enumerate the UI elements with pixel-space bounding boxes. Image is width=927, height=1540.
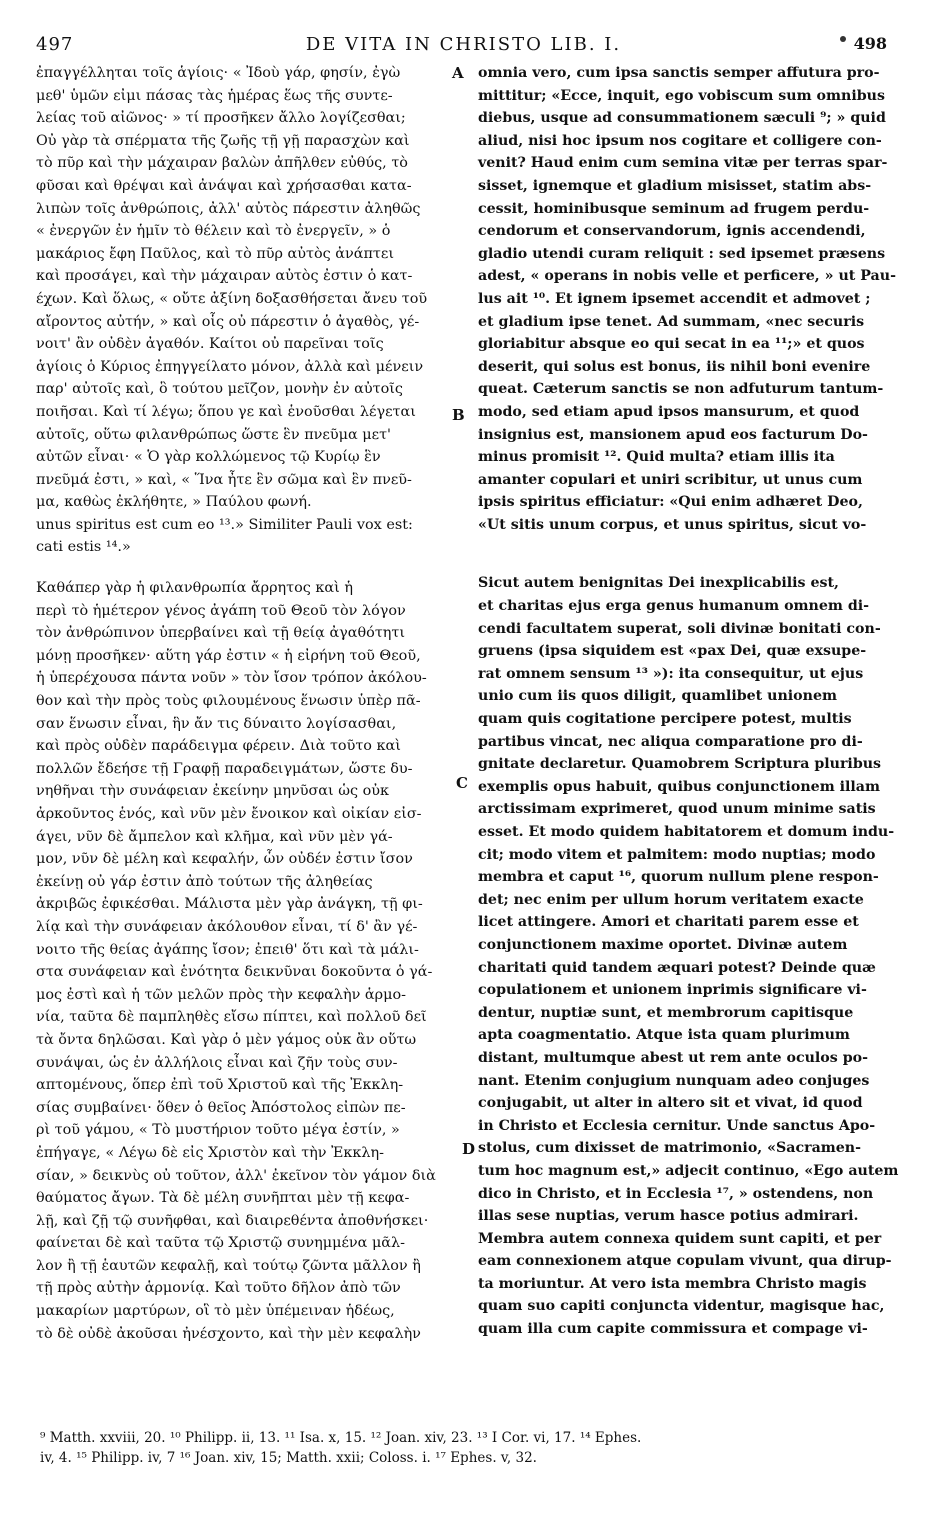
greek-text-line: θαύματος ἄγων. Τὰ δὲ μέλη συνῆπται μὲν τῇ κεφα- [36,1190,410,1207]
latin-text-line: Sicut autem benignitas Dei inexplicabilis est, [478,575,839,592]
latin-text-line: insignius est, mansionem apud eos facturum Do- [478,426,868,443]
latin-text-line: membra et caput ¹⁶, quorum nullum plene respon- [478,869,879,886]
greek-text-line: ἀρκοῦντος ἑνός, καὶ νῦν μὲν ἔνοικον καὶ οἰκίαν εἰσ- [36,806,422,822]
greek-text-line: μεθ' ὑμῶν εἰμι πάσας τὰς ἡμέρας ἕως τῆς συντε- [36,87,393,104]
latin-text-line: queat. Cæterum sanctis se non adfuturum tantum- [478,381,884,398]
greek-text-line: πνεῦμά ἐστι, » καὶ, « Ἵνα ἦτε ἓν σῶμα καὶ ἓν πνεῦ- [36,471,412,488]
latin-text-line: «Ut sitis unum corpus, et unus spiritus, sicut vo- [478,516,867,533]
latin-text-line: tum hoc magnum est,» adjecit continuo, «Ego autem [478,1162,899,1179]
greek-text-line: τὸ δὲ οὐδὲ ἀκοῦσαι ἠνέσχοντο, καὶ τὴν μὲν κεφαλὴν [36,1325,421,1342]
latin-text-line: ta moriuntur. At vero ista membra Christo magis [478,1275,867,1292]
greek-text-line: cati estis ¹⁴.» [36,539,131,556]
greek-text-line: στα συνάφειαν καὶ ἑνότητα δεικνῦναι δοκοῦντα ὁ γά- [36,964,433,981]
greek-text-line: λίᾳ καὶ τὴν συνάφειαν ἀκόλουθον εἶναι, τί δ' ἂν γέ- [36,918,418,935]
greek-text-line: καὶ προσάγει, καὶ τὴν μάχαιραν αὐτὸς ἐστιν ὁ κατ- [36,268,413,285]
greek-text-line: αἴροντος αὐτήν, » καὶ οἷς οὐ πάρεστιν ὁ ἀγαθὸς, γέ- [36,313,420,330]
greek-text-line: φαίνεται δὲ καὶ ταῦτα τῷ Χριστῷ συνημμένα μᾶλ- [36,1235,406,1252]
latin-text-line: charitati quid tandem æquari potest? Deinde quæ [478,959,876,976]
latin-text-line: rat omnem sensum ¹³ »): ita consequitur, ut ejus [478,665,864,682]
latin-text-line: sisset, ignemque et gladium misisset, statim abs- [478,177,872,194]
greek-text-line: τὸ πῦρ καὶ τὴν μάχαιραν βαλὼν ἀπῆλθεν εὐθύς, τὸ [36,155,408,172]
latin-text-line: mittitur; «Ecce, inquit, ego vobiscum sum omnibus [478,87,885,104]
latin-text-line: aliud, nisi hoc ipsum nos cogitare et colligere con- [478,132,882,149]
latin-text-line: quam suo capiti conjuncta videntur, magisque hac, [478,1298,885,1315]
latin-column [478,62,898,1341]
greek-text-line: σίας συμβαίνει· ὅθεν ὁ θεῖος Ἀπόστολος εἰπὼν πε- [36,1099,406,1116]
greek-text-line: θον καὶ τὴν πρὸς τοὺς φιλουμένους ἕνωσιν ὑπὲρ πᾶ- [36,693,421,710]
greek-text-line: ποιῆσαι. Καὶ τί λέγω; ὅπου γε καὶ ἑνοῦσθαι λέγεται [36,403,416,420]
latin-text-line: et gladium ipse tenet. Ad summam, «nec securis [478,313,865,330]
greek-text-line: μακαρίων μαρτύρων, οἳ τὸ μὲν ὑπέμειναν ἡδέως, [36,1303,395,1320]
latin-text-line: illas sese nuptias, verum hasce potius admirari. [478,1208,859,1225]
greek-text-line: ἡ ὑπερέχουσα πάντα νοῦν » τὸν ἴσον τρόπον ἀκόλου- [36,670,427,687]
latin-text-line: stolus, cum dixisset de matrimonio, «Sacramen- [478,1140,862,1157]
latin-text-line: esset. Et modo quidem habitatorem et domum indu- [478,824,895,840]
latin-text-line: gnitate declaretur. Quamobrem Scriptura pluribus [478,756,882,773]
latin-text-line: ipsis spiritus efficiatur: «Qui enim adhæret Deo, [478,494,863,511]
greek-text-line: σίαν, » δεικνὺς οὐ τοῦτον, ἀλλ' ἐκεῖνον τὸν γάμον διὰ [36,1167,436,1184]
greek-text-line: πολλῶν ἔδεήσε τῇ Γραφῇ παραδειγμάτων, ὥστε δυ- [36,760,413,777]
ink-speck [840,36,846,42]
latin-text-line: amanter copulari et uniri scribitur, ut unus cum [478,471,863,488]
greek-text-line: ἐπαγγέλληται τοῖς ἁγίοις· « Ἰδοὺ γάρ, φησίν, ἐγὼ [36,65,401,81]
greek-text-line: έχων. Καὶ ὅλως, « οὔτε ἀξίνη δοξασθήσεται ἄνευ τοῦ [36,290,428,307]
latin-text-line: licet attingere. Amori et charitati parem esse et [478,914,859,931]
page-header [0,0,927,60]
greek-text-line: μα, καθὼς ἐκλήθητε, » Παύλου φωνή. [36,494,312,511]
latin-text-line: gladio utendi curam reliquit : sed ipsemet præsens [478,245,886,262]
latin-text-line: det; nec enim per ullum horum veritatem exacte [478,891,864,908]
latin-text-line: copulationem et unionem inprimis significare vi- [478,982,867,999]
greek-text-line: αὐτῶν εἶναι· « Ὁ γὰρ κολλώμενος τῷ Κυρίῳ ἓν [36,449,381,466]
latin-text-line: omnia vero, cum ipsa sanctis semper affutura pro- [478,65,880,81]
latin-text-line: minus promisit ¹². Quid multa? etiam illis ita [478,449,835,466]
page-number-left: 497 [36,34,74,55]
latin-text-line: modo, sed etiam apud ipsos mansurum, et quod [478,403,860,420]
latin-text-line: lus ait ¹⁰. Et ignem ipsemet accendit et admovet ; [478,290,871,307]
greek-text-line: ἐκείνῃ οὐ γάρ ἐστιν ἀπὸ τούτων τῆς ἀληθείας [36,873,373,890]
greek-text-line: παρ' αὐτοῖς καὶ, ὃ τούτου μεῖζον, μονὴν ἐν αὐτοῖς [36,381,403,398]
greek-text-line: λον ἢ τῇ ἑαυτῶν κεφαλῇ, καὶ τούτῳ ζῶντα μᾶλλον ἢ [36,1257,421,1274]
greek-text-line: ἀκριβῶς ἐφικέσθαι. Μάλιστα μὲν γὰρ ἀνάγκη, τῇ φι- [36,896,423,913]
latin-text-line: exemplis opus habuit, quibus conjunctionem illam [478,778,881,795]
latin-text-line: arctissimam exprimeret, quod unum minime satis [478,801,876,818]
greek-text-line: Καθάπερ γὰρ ἡ φιλανθρωπία ἄρρητος καὶ ἡ [36,580,353,597]
latin-text-line: gloriabitur absque eo qui secat in ea ¹¹;» et quos [478,336,865,353]
greek-column [36,62,462,1345]
latin-text-line: quam quis cogitatione percipere potest, multis [478,711,852,728]
greek-text-line: μόνῃ προσῆκεν· αὕτη γάρ ἐστιν « ἡ εἰρήνη τοῦ Θεοῦ, [36,647,421,664]
greek-text-line: λείας τοῦ αἰῶνος· » τί προσῆκεν ἄλλο λογίζεσθαι; [36,110,406,127]
latin-text-line: deserit, qui solus est bonus, iis nihil boni evenire [478,358,871,375]
footnotes [40,1428,900,1468]
section-marker-d: D [462,1140,476,1158]
footnote-line: iv, 4. ¹⁵ Philipp. iv, 7 ¹⁶ Joan. xiv, 15; Matth. xxii; Coloss. i. ¹⁷ Ephes. v, 32. [40,1450,537,1466]
paragraph-gap [478,554,898,572]
greek-text-line: Οὐ γὰρ τὰ σπέρματα τῆς ζωῆς τῇ γῇ παρασχὼν καὶ [36,132,410,149]
latin-text-line: partibus vincat, nec aliqua comparatione pro di- [478,733,863,750]
latin-text-line: in Christo et Ecclesia cernitur. Unde sanctus Apo- [478,1117,876,1134]
greek-text-line: νία, ταῦτα δὲ παμπληθὲς εἴσω πίπτει, καὶ πολλοῦ δεῖ [36,1009,427,1026]
latin-text-line: apta coagmentatio. Atque ista quam plurimum [478,1027,850,1044]
latin-text-line: nant. Etenim conjugium nunquam adeo conjuges [478,1072,870,1089]
running-title: DE VITA IN CHRISTO LIB. I. [305,34,622,55]
latin-text-line: cessit, hominibusque seminum ad frugem perdu- [478,200,870,217]
greek-text-line: λιπὼν τοῖς ἀνθρώποις, ἀλλ' αὐτὸς πάρεστιν ἀληθῶς [36,200,421,217]
greek-text-line: αὐτοῖς, οὕτω φιλανθρώπως ὥστε ἓν πνεῦμα μετ' [36,426,391,443]
latin-text-line: conjugabit, ut alter in altero sit et vivat, id quod [478,1095,863,1112]
greek-text-line: unus spiritus est cum eo ¹³.» Similiter Pauli vox est: [36,516,413,533]
footnote-line: ⁹ Matth. xxviii, 20. ¹⁰ Philipp. ii, 13. ¹¹ Isa. x, 15. ¹² Joan. xiv, 23. ¹³ I Cor. vi, 17. ¹⁴ Ephes. [40,1430,642,1446]
latin-text-line: quam illa cum capite commissura et compage vi- [478,1321,868,1338]
latin-text-line: gruens (ipsa siquidem est «pax Dei, quæ exsupe- [478,643,867,660]
latin-text-line: conjunctionem maxime oportet. Divinæ autem [478,936,848,953]
greek-text-line: συνάψαι, ὡς ἐν ἀλλήλοις εἶναι καὶ ζῆν τοὺς συν- [36,1054,398,1071]
greek-text-line: ἐπήγαγε, « Λέγω δὲ εἰς Χριστὸν καὶ τὴν Ἐκκλη- [36,1144,384,1161]
greek-text-line: απτομένους, ὅπερ ἐπὶ τοῦ Χριστοῦ καὶ τῆς Ἐκκλη- [36,1077,404,1094]
greek-text-line: τῇ πρὸς αὐτὴν ἁρμονίᾳ. Καὶ τοῦτο δῆλον ἀπὸ τῶν [36,1280,401,1297]
latin-text-line: cit; modo vitem et palmitem: modo nuptias; modo [478,846,876,863]
latin-text-line: diebus, usque ad consummationem sæculi ⁹; » quid [478,110,886,127]
page-number-right: 498 [853,34,887,53]
greek-text-line: μον, νῦν δὲ μέλη καὶ κεφαλήν, ὧν οὐδέν ἐστιν ἴσον [36,851,413,868]
latin-text-line: distant, multumque abest ut rem ante oculos po- [478,1049,868,1066]
greek-text-line: τὰ ὄντα δηλῶσαι. Καὶ γὰρ ὁ μὲν γάμος οὐκ ἂν οὕτω [36,1031,417,1048]
greek-text-line: νοιτο τῆς θείας ἀγάπης ἴσον; ἐπειθ' ὅτι καὶ τὰ μάλι- [36,941,419,958]
section-marker-a: A [452,64,464,82]
latin-text-line: dentur, nuptiæ sunt, et membrorum capitisque [478,1004,854,1021]
latin-text-line: unio cum iis quos diligit, quamlibet unionem [478,688,837,705]
section-marker-c: C [456,774,468,792]
greek-text-line: νηθῆναι τὴν συνάφειαν ἐκείνην μηνῦσαι ὡς οὐκ [36,783,390,800]
greek-text-line: τὸν ἀνθρώπινον ὑπερβαίνει καὶ τῇ θείᾳ ἀγαθότητι [36,625,406,642]
latin-text-line: dico in Christo, et in Ecclesia ¹⁷, » ostendens, non [478,1185,874,1202]
latin-text-line: cendorum et conservandorum, ignis accendendi, [478,223,866,240]
greek-text-line: σαν ἕνωσιν εἶναι, ἣν ἄν τις δύναιτο λογίσασθαι, [36,715,397,732]
greek-text-line: ρὶ τοῦ γάμου, « Τὸ μυστήριον τοῦτο μέγα ἐστίν, » [36,1122,400,1139]
greek-text-line: « ἐνεργῶν ἐν ἡμῖν τὸ θέλειν καὶ τὸ ἐνεργεῖν, » ὁ [36,223,391,240]
latin-text-line: et charitas ejus erga genus humanum omnem di- [478,598,870,615]
latin-text-line: eam connexionem atque copulam vivunt, qua dirup- [478,1253,892,1270]
greek-text-line: νοιτ' ἂν οὐδὲν ἀγαθόν. Καίτοι οὐ παρεῖναι τοῖς [36,336,384,353]
latin-text-line: adest, « operans in nobis velle et perficere, » ut Pau- [478,268,896,285]
greek-text-line: φῦσαι καὶ θρέψαι καὶ ἀνάψαι καὶ χρήσασθαι κατα- [36,177,412,194]
greek-text-line: ἁγίοις ὁ Κύριος ἐπηγγείλατο μόνον, ἀλλὰ καὶ μένειν [36,358,424,375]
section-marker-b: B [452,406,465,424]
greek-text-line: καὶ πρὸς οὐδὲν παράδειγμα φέρειν. Διὰ τοῦτο καὶ [36,738,401,755]
greek-text-line: λῇ, καὶ ζῇ τῷ συνῆφθαι, καὶ διαιρεθέντα ἀποθνήσκει· [36,1212,429,1229]
latin-text-line: cendi facultatem superat, soli divinæ bonitati con- [478,620,881,637]
latin-text-line: venit? Haud enim cum semina vitæ per terras spar- [478,155,888,172]
greek-text-line: μακάριος ἔφη Παῦλος, καὶ τὸ πῦρ αὐτὸς ἀνάπτει [36,245,394,262]
paragraph-gap [36,559,462,577]
greek-text-line: άγει, νῦν δὲ ἄμπελον καὶ κλῆμα, καὶ νῦν μὲν γά- [36,828,393,845]
greek-text-line: περὶ τὸ ἡμέτερον γένος ἀγάπη τοῦ Θεοῦ τὸν λόγον [36,602,406,619]
latin-text-line: Membra autem connexa quidem sunt capiti, et per [478,1230,882,1247]
greek-text-line: μος ἐστὶ καὶ ἡ τῶν μελῶν πρὸς τὴν κεφαλὴν ἁρμο- [36,986,406,1003]
paragraph-gap [478,536,898,554]
